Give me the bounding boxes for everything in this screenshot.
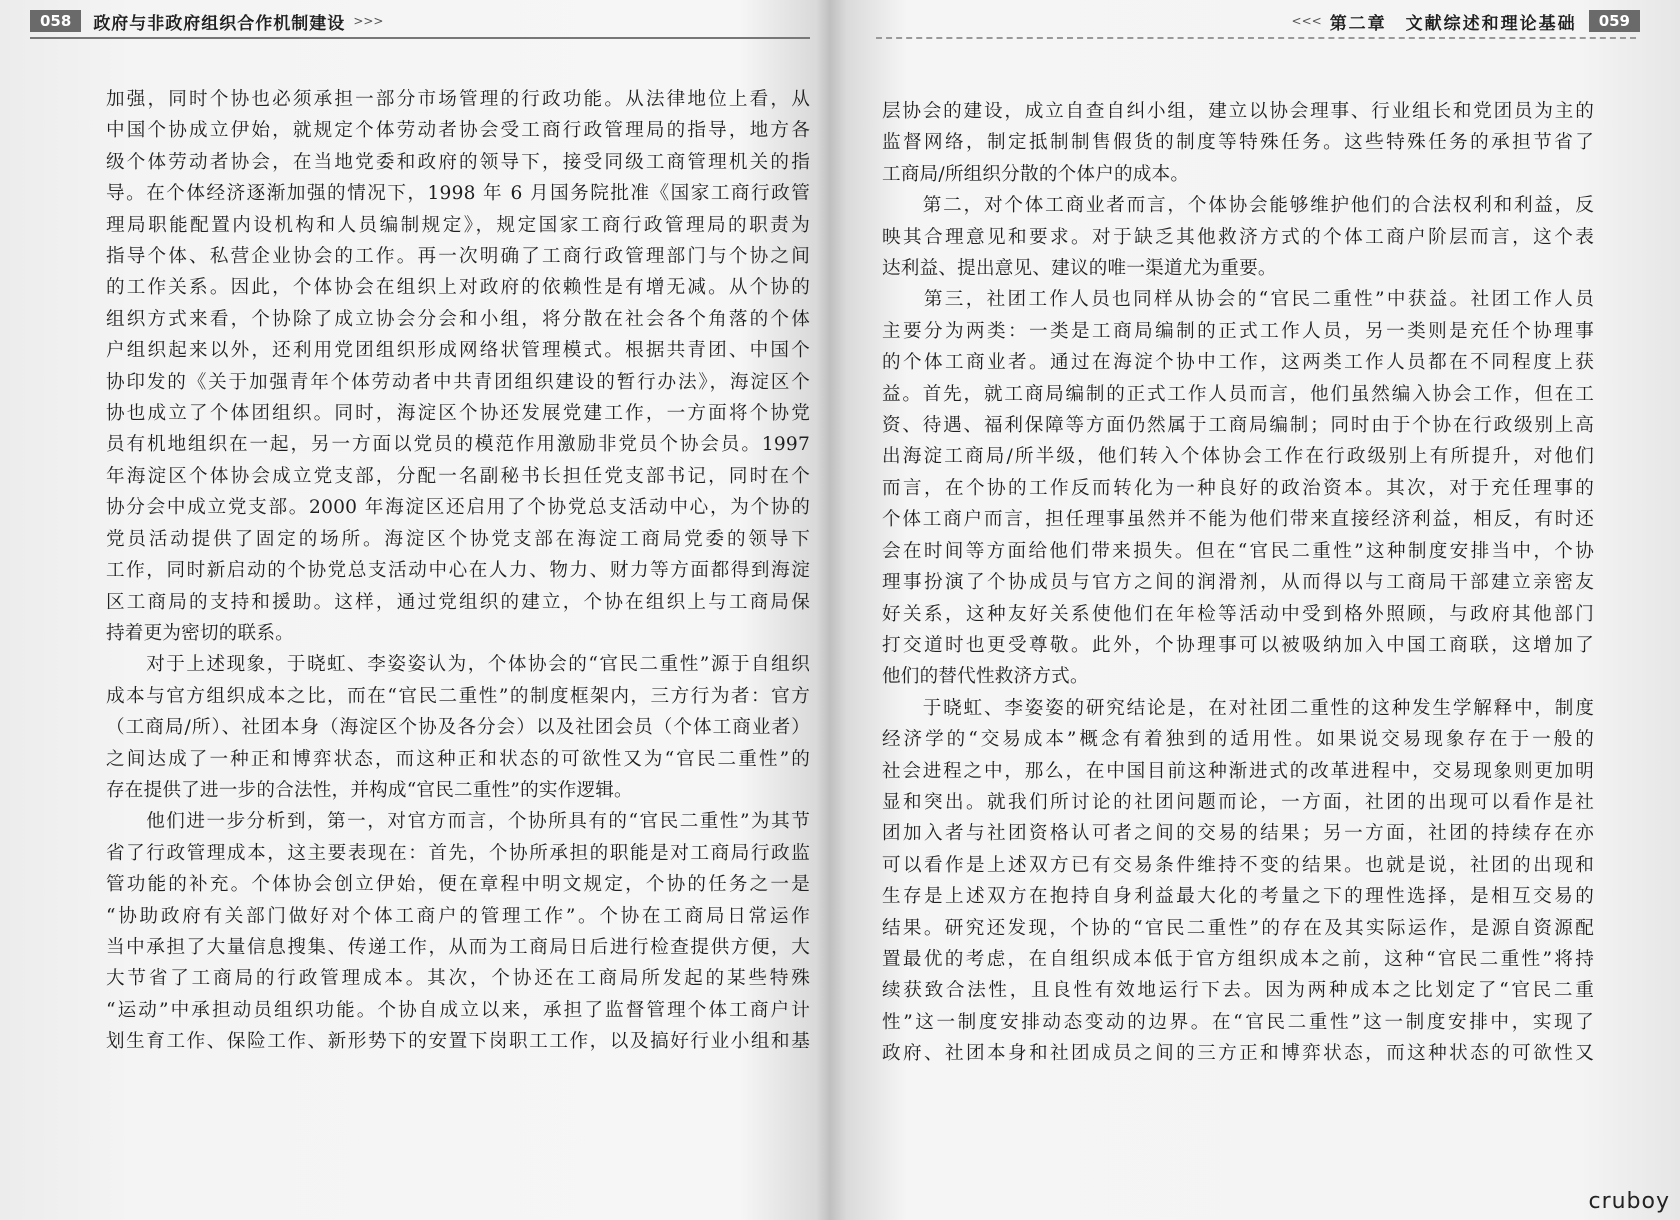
text-line: 社会进程之中，那么，在中国目前这种渐进式的改革进程中，交易现象则更加明 <box>882 760 1594 782</box>
text-line: 出海淀工商局/所半级，他们转入个体协会工作在行政级别上有所提升，对他们 <box>882 446 1594 468</box>
book-title: 政府与非政府组织合作机制建设 <box>93 13 346 34</box>
scanner-watermark: cruboy <box>1588 1189 1670 1214</box>
text-line: 第二，对个体工商业者而言，个体协会能够维护他们的合法权利和利益，反 <box>882 195 1594 217</box>
right-header-rule <box>876 37 1636 39</box>
text-line: 会在时间等方面给他们带来损失。但在“官民二重性”这种制度安排当中，个协 <box>882 540 1594 562</box>
text-line: 工商局/所组织分散的个体户的成本。 <box>882 163 1190 185</box>
text-line: 理事扮演了个协成员与官方之间的润滑剂，从而得以与工商局干部建立亲密友 <box>882 572 1594 594</box>
left-header-arrow: >>> <box>353 14 384 28</box>
text-line: 可以看作是上述双方已有交易条件维持不变的结果。也就是说，社团的出现和 <box>882 854 1594 876</box>
text-line: 他们进一步分析到，第一，对官方而言，个协所具有的“官民二重性”为其节 <box>106 811 810 833</box>
text-line: 大节省了工商局的行政管理成本。其次，个协还在工商局所发起的某些特殊 <box>106 968 810 990</box>
text-line: 益。首先，就工商局编制的正式工作人员而言，他们虽然编入协会工作，但在工 <box>882 383 1594 405</box>
left-page-number: 058 <box>30 10 81 32</box>
left-page <box>0 0 826 1220</box>
text-line: 对于上述现象，于晓虹、李姿姿认为，个体协会的“官民二重性”源于自组织 <box>106 654 810 676</box>
text-line: 区工商局的支持和援助。这样，通过党组织的建立，个协在组织上与工商局保 <box>106 591 810 613</box>
text-line: 管功能的补充。个体协会创立伊始，便在章程中明文规定，个协的任务之一是 <box>106 874 810 896</box>
text-line: 显和突出。就我们所讨论的社团问题而论，一方面，社团的出现可以看作是社 <box>882 791 1594 813</box>
text-line: 的工作关系。因此，个体协会在组织上对政府的依赖性是有增无减。从个协的 <box>106 277 810 299</box>
text-line: 经济学的“交易成本”概念有着独到的适用性。如果说交易现象存在于一般的 <box>882 729 1594 751</box>
right-page <box>826 0 1680 1220</box>
text-line: 主要分为两类：一类是工商局编制的正式工作人员，另一类则是充任个协理事 <box>882 320 1594 342</box>
text-line: 之间达成了一种正和博弈状态，而这种正和状态的可欲性又为“官民二重性”的 <box>106 748 810 770</box>
text-line: 达利益、提出意见、建议的唯一渠道尤为重要。 <box>882 258 1277 280</box>
text-line: 生存是上述双方在抱持自身利益最大化的考量之下的理性选择，是相互交易的 <box>882 886 1594 908</box>
text-line: 员有机地组织在一起，另一方面以党员的模范作用激励非党员个协会员。1997 <box>106 434 810 456</box>
right-header-arrow: <<< <box>1291 14 1322 28</box>
text-line: “协助政府有关部门做好对个体工商户的管理工作”。个协在工商局日常运作 <box>106 905 810 927</box>
left-header-rule <box>30 37 810 39</box>
right-running-header <box>1284 10 1640 32</box>
text-line: 续获致合法性，且良性有效地运行下去。因为两种成本之比划定了“官民二重 <box>882 980 1594 1002</box>
text-line: 好关系，这种友好关系使他们在年检等活动中受到格外照顾，与政府其他部门 <box>882 603 1594 625</box>
text-line: 当中承担了大量信息搜集、传递工作，从而为工商局日后进行检查提供方便，大 <box>106 936 810 958</box>
text-line: 性”这一制度安排动态变动的边界。在“官民二重性”这一制度安排中，实现了 <box>882 1011 1594 1033</box>
right-body-text <box>882 96 1594 1070</box>
text-line: 监督网络，制定抵制制售假货的制度等特殊任务。这些特殊任务的承担节省了 <box>882 132 1594 154</box>
text-line: 导。在个体经济逐渐加强的情况下，1998 年 6 月国务院批准《国家工商行政管 <box>106 183 810 205</box>
text-line: 中国个协成立伊始，就规定个体劳动者协会受工商行政管理局的指导，地方各 <box>106 120 810 142</box>
text-line: 划生育工作、保险工作、新形势下的安置下岗职工工作，以及搞好行业小组和基 <box>106 1031 810 1053</box>
text-line: 第三，社团工作人员也同样从协会的“官民二重性”中获益。社团工作人员 <box>882 289 1594 311</box>
text-line: 团加入者与社团资格认可者之间的交易的结果；另一方面，社团的持续存在亦 <box>882 823 1594 845</box>
text-line: 加强，同时个协也必须承担一部分市场管理的行政功能。从法律地位上看，从 <box>106 89 810 110</box>
text-line: 协印发的《关于加强青年个体劳动者中共青团组织建设的暂行办法》，海淀区个 <box>106 371 810 393</box>
text-line: 打交道时也更受尊敬。此外，个协理事可以被吸纳加入中国工商联，这增加了 <box>882 634 1594 656</box>
right-page-number: 059 <box>1589 10 1640 32</box>
text-line: 层协会的建设，成立自查自纠小组，建立以协会理事、行业组长和党团员为主的 <box>882 101 1594 122</box>
text-line: 协分会中成立党支部。2000 年海淀区还启用了个协党总支活动中心，为个协的 <box>106 497 810 519</box>
chapter-title: 第二章 文献综述和理论基础 <box>1329 13 1577 34</box>
text-line: 存在提供了进一步的合法性，并构成“官民二重性”的实作逻辑。 <box>106 779 633 801</box>
text-line: 指导个体、私营企业协会的工作。再一次明确了工商行政管理部门与个协之间 <box>106 246 810 268</box>
text-line: “运动”中承担动员组织功能。个协自成立以来，承担了监督管理个体工商户计 <box>106 999 810 1021</box>
text-line: 级个体劳动者协会，在当地党委和政府的领导下，接受同级工商管理机关的指 <box>106 151 810 173</box>
text-line: 省了行政管理成本，这主要表现在：首先，个协所承担的职能是对工商局行政监 <box>106 842 810 864</box>
text-line: 持着更为密切的联系。 <box>106 622 294 644</box>
text-line: 而言，在个协的工作反而转化为一种良好的政治资本。其次，对于充任理事的 <box>882 477 1594 499</box>
left-running-header <box>30 10 391 32</box>
text-line: 置最优的考虑，在自组织成本低于官方组织成本之前，这种“官民二重性”将持 <box>882 948 1594 970</box>
text-line: 结果。研究还发现，个协的“官民二重性”的存在及其实际运作，是源自资源配 <box>882 917 1594 939</box>
text-line: （工商局/所）、社团本身（海淀区个协及各分会）以及社团会员（个体工商业者） <box>106 717 810 739</box>
text-line: 映其合理意见和要求。对于缺乏其他救济方式的个体工商户阶层而言，这个表 <box>882 226 1594 248</box>
text-line: 党员活动提供了固定的场所。海淀区个协党支部在海淀工商局党委的领导下 <box>106 528 810 550</box>
text-line: 的个体工商业者。通过在海淀个协中工作，这两类工作人员都在不同程度上获 <box>882 352 1594 374</box>
left-body-text <box>106 84 810 1058</box>
text-line: 户组织起来以外，还利用党团组织形成网络状管理模式。根据共青团、中国个 <box>106 340 810 362</box>
text-line: 协也成立了个体团组织。同时，海淀区个协还发展党建工作，一方面将个协党 <box>106 403 810 425</box>
text-line: 理局职能配置内设机构和人员编制规定》，规定国家工商行政管理局的职责为 <box>106 214 810 236</box>
text-line: 资、待遇、福利保障等方面仍然属于工商局编制；同时由于个协在行政级别上高 <box>882 415 1594 437</box>
text-line: 个体工商户而言，担任理事虽然并不能为他们带来直接经济利益，相反，有时还 <box>882 509 1594 531</box>
text-line: 组织方式来看，个协除了成立协会分会和小组，将分散在社会各个角落的个体 <box>106 308 810 330</box>
text-line: 他们的替代性救济方式。 <box>882 666 1089 688</box>
text-line: 工作，同时新启动的个协党总支活动中心在人力、物力、财力等方面都得到海淀 <box>106 560 810 582</box>
text-line: 成本与官方组织成本之比，而在“官民二重性”的制度框架内，三方行为者：官方 <box>106 685 810 707</box>
text-line: 政府、社团本身和社团成员之间的三方正和博弈状态，而这种状态的可欲性又 <box>882 1043 1594 1065</box>
text-line: 于晓虹、李姿姿的研究结论是，在对社团二重性的这种发生学解释中，制度 <box>882 697 1594 719</box>
text-line: 年海淀区个体协会成立党支部，分配一名副秘书长担任党支部书记，同时在个 <box>106 465 810 487</box>
